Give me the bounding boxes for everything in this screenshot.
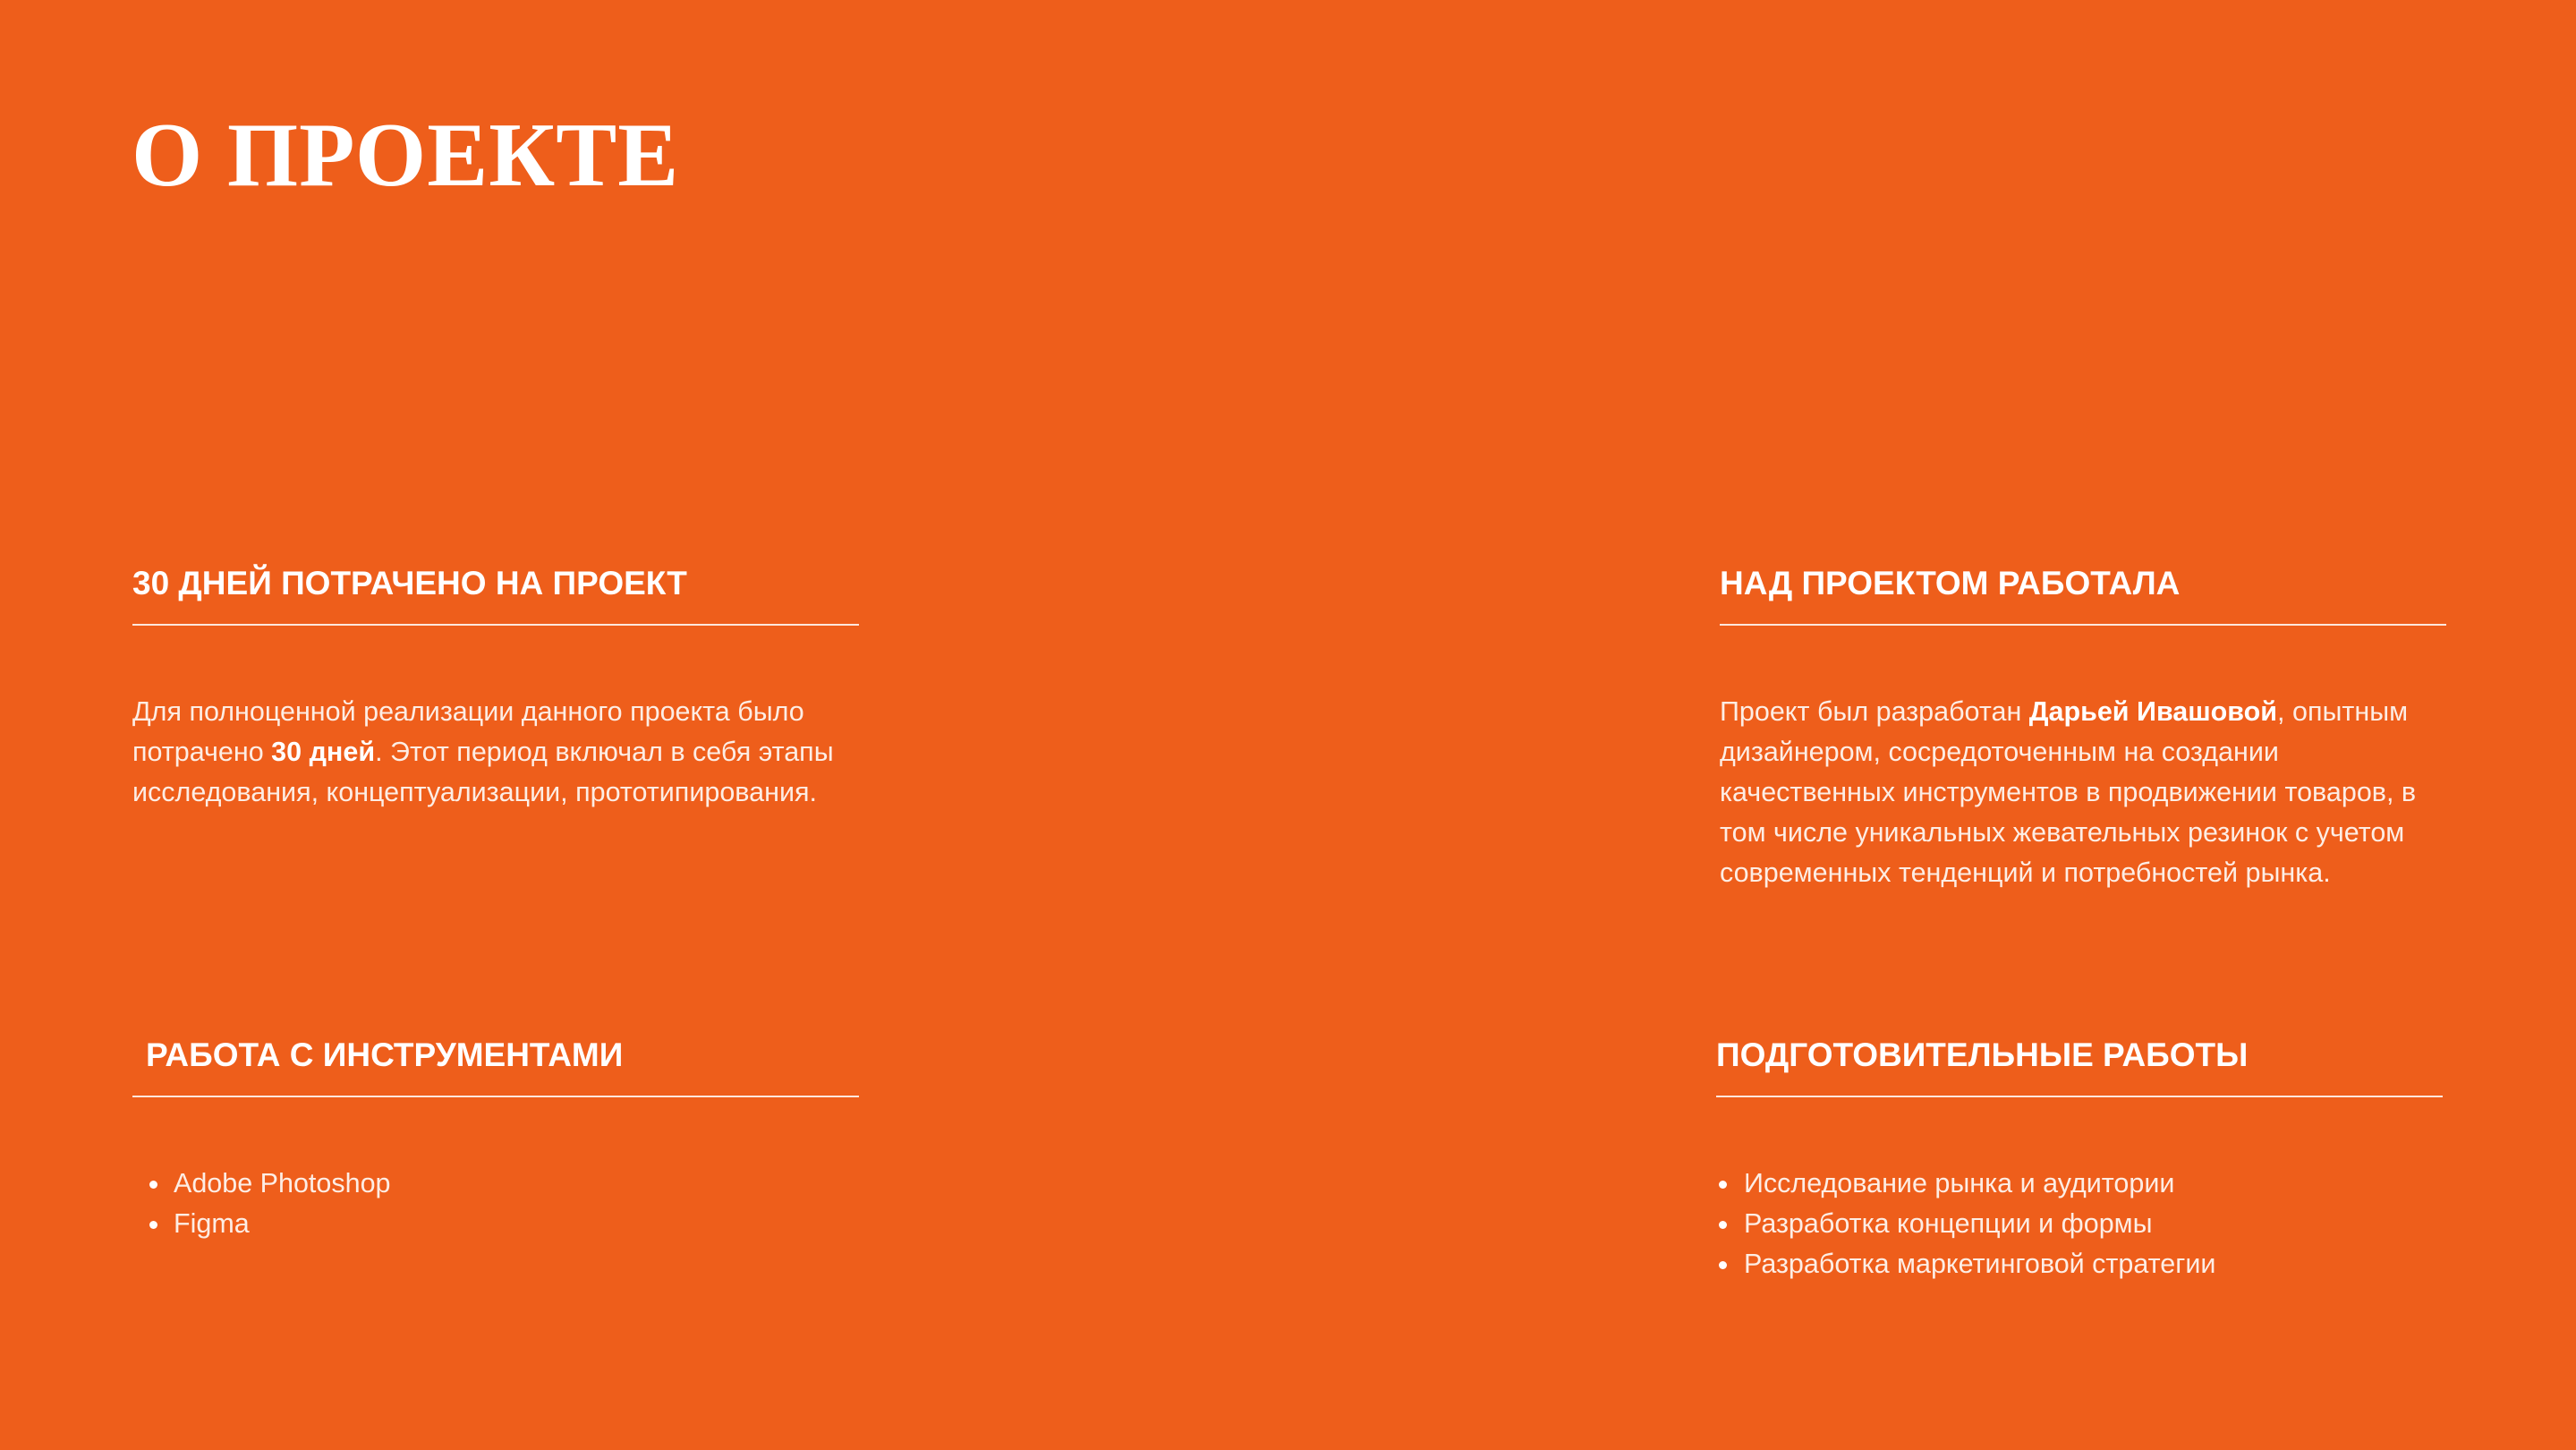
list-item-label: Разработка маркетинговой стратегии (1744, 1249, 2216, 1279)
preparation-divider (1716, 1096, 2443, 1097)
preparation-list (1716, 1164, 2443, 1284)
duration-text-after: . Этот период включал в себя этапы исследования, концептуализации, прототипирования. (132, 737, 834, 807)
duration-heading: 30 ДНЕЙ ПОТРАЧЕНО НА ПРОЕКТ (132, 565, 687, 601)
list-item (132, 1204, 859, 1244)
list-item (1716, 1204, 2443, 1244)
bullet-icon (1719, 1261, 1727, 1269)
author-section (1720, 561, 2446, 893)
duration-section (132, 561, 859, 813)
page-title: О ПРОЕКТЕ (132, 105, 680, 206)
author-divider (1720, 624, 2446, 626)
list-item (1716, 1164, 2443, 1204)
list-item-label: Adobe Photoshop (174, 1168, 391, 1198)
tools-divider (132, 1096, 859, 1097)
duration-description (132, 692, 875, 813)
list-item-label: Исследование рынка и аудитории (1744, 1168, 2175, 1198)
author-heading: НАД ПРОЕКТОМ РАБОТАЛА (1720, 565, 2181, 601)
bullet-icon (1719, 1221, 1727, 1229)
author-description (1720, 692, 2436, 893)
list-item-label: Разработка концепции и формы (1744, 1208, 2153, 1239)
duration-text-bold: 30 дней (271, 737, 376, 767)
preparation-section (1716, 1033, 2443, 1284)
list-item-label: Figma (174, 1208, 250, 1239)
duration-text-before: Для полноценной реализации данного проекта было потрачено (132, 696, 804, 767)
list-item (132, 1164, 859, 1204)
bullet-icon (149, 1181, 157, 1189)
duration-divider (132, 624, 859, 626)
tools-section (132, 1033, 859, 1244)
author-text-after: , опытным дизайнером, сосредоточенным на создании качественных инструментов в продвижении товаров, в том числе уникальных жевательных резинок с учетом современных тенденций и потребностей рынка. (1720, 696, 2417, 888)
bullet-icon (1719, 1181, 1727, 1189)
author-text-bold: Дарьей Ивашовой (2028, 696, 2278, 727)
preparation-heading: ПОДГОТОВИТЕЛЬНЫЕ РАБОТЫ (1716, 1036, 2249, 1073)
author-text-before: Проект был разработан (1720, 696, 2029, 727)
tools-heading: РАБОТА С ИНСТРУМЕНТАМИ (146, 1036, 624, 1073)
list-item (1716, 1244, 2443, 1284)
tools-list (132, 1164, 859, 1244)
bullet-icon (149, 1221, 157, 1229)
